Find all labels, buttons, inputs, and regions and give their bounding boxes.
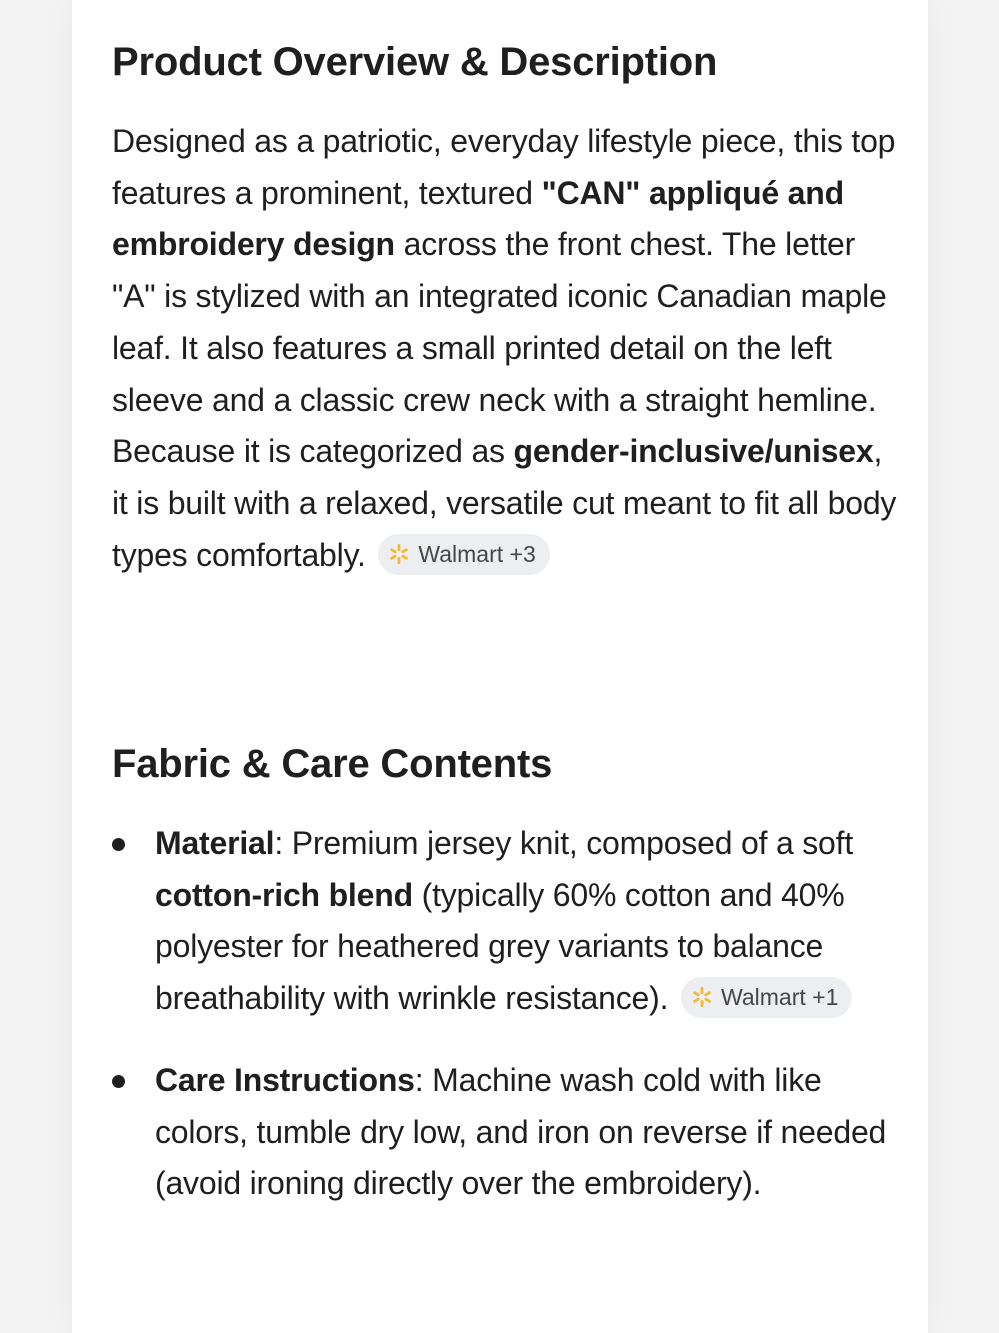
- source-chip-label: Walmart +3: [418, 540, 536, 567]
- overview-text-1: Designed as a patriotic, everyday lifestyle piece, this top features a prominent, textured: [112, 123, 896, 211]
- bullet-icon: [112, 838, 125, 851]
- overview-paragraph: [112, 116, 897, 581]
- list-item-material: [112, 818, 902, 1025]
- list-item-text-1: : Premium jersey knit, composed of a soft: [274, 825, 854, 861]
- response-panel: [72, 0, 928, 1333]
- list-item-text-2: (typically 60% cotton and 40% polyester for heathered grey variants to balance breathability with wrinkle resistance).: [155, 876, 845, 1017]
- overview-text-3: , it is built with a relaxed, versatile cut meant to fit all body types comfortably.: [112, 433, 897, 573]
- list-item-term: Care Instructions: [155, 1061, 415, 1098]
- list-item-bold: cotton-rich blend: [155, 876, 413, 913]
- list-item-term: Material: [155, 825, 275, 861]
- section-heading-fabric: Fabric & Care Contents: [112, 742, 553, 786]
- list-item-text-1: : Machine wash cold with like colors, tumble dry low, and iron on reverse if needed (avoid ironing directly over the embroidery).: [155, 1061, 887, 1202]
- source-chip-material[interactable]: [681, 977, 852, 1018]
- overview-text-2: across the front chest. The letter "A" is stylized with an integrated iconic Canadian maple leaf. It also features a small printed detail on the left sleeve and a classic crew neck with a straight hemline. Because it is categorized as: [112, 226, 887, 470]
- source-chip-overview[interactable]: [378, 534, 549, 575]
- walmart-spark-icon: [691, 986, 713, 1008]
- overview-bold-2: gender-inclusive/unisex: [513, 433, 874, 470]
- list-item-care: [112, 1055, 902, 1210]
- fabric-care-list: [112, 818, 902, 1210]
- walmart-spark-icon: [388, 543, 410, 565]
- source-chip-label: Walmart +1: [721, 984, 839, 1011]
- bullet-icon: [112, 1075, 125, 1088]
- section-heading-overview: Product Overview & Description: [112, 40, 718, 84]
- overview-bold-1: "CAN" appliqué and embroidery design: [112, 174, 844, 263]
